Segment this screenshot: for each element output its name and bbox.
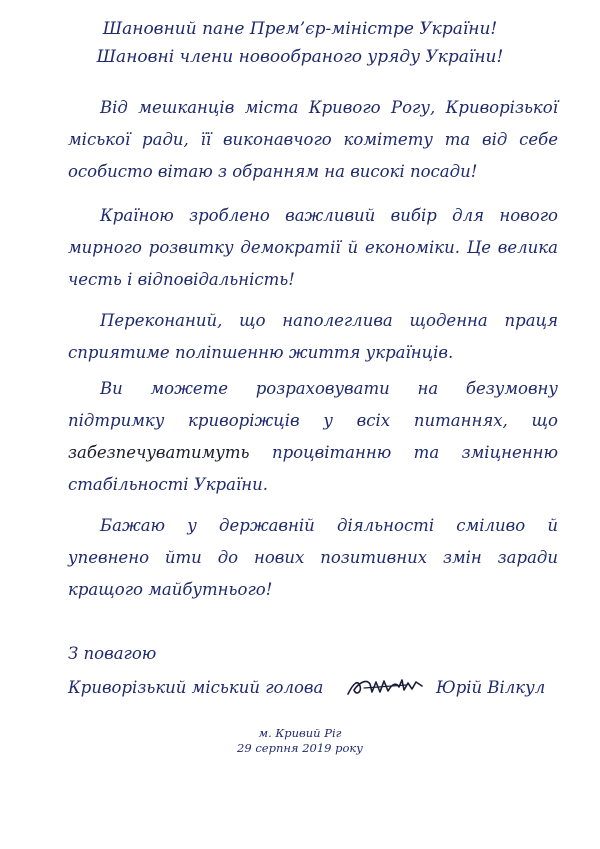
paragraph-choice [68,200,558,296]
paragraph-greeting [68,92,558,188]
paragraph-support-highlight: забезпечуватимуть [68,443,250,462]
handwritten-signature [344,672,428,702]
paragraph-support [68,373,558,501]
signer-name: Юрій Вілкул [436,678,546,697]
footer-date: 29 серпня 2019 року [237,741,363,755]
paragraph-support-text-after: процвітанню та зміцненню стабільності України. [68,443,558,494]
paragraph-choice-text: Країною зроблено важливий вибір для нового мирного розвитку демократії й економіки. Це велика честь і відповідальність! [68,206,558,289]
paragraph-conviction-text: Переконаний, що наполеглива щоденна праця сприятиме поліпшенню життя українців. [68,311,558,362]
paragraph-support-text-before: Ви можете розраховувати на безумовну підтримку криворіжців у всіх питаннях, що [68,379,558,430]
paragraph-conviction [68,305,558,369]
paragraph-greeting-text: Від мешканців міста Кривого Рогу, Криворізької міської ради, її виконавчого комітету та від себе особисто вітаю з обранням на високі посади! [68,98,558,181]
salutation-government-members: Шановні члени новообраного уряду України! [96,47,504,67]
salutation-prime-minister: Шановний пане Прем’єр-міністре України! [102,19,498,39]
paragraph-wishes [68,510,558,606]
footer-place: м. Кривий Ріг [258,726,342,740]
signer-position: Криворізький міський голова [68,678,324,697]
closing-regards: З повагою [68,644,157,663]
paragraph-wishes-text: Бажаю у державній діяльності сміливо й упевнено йти до нових позитивних змін заради кращого майбутнього! [68,516,558,599]
